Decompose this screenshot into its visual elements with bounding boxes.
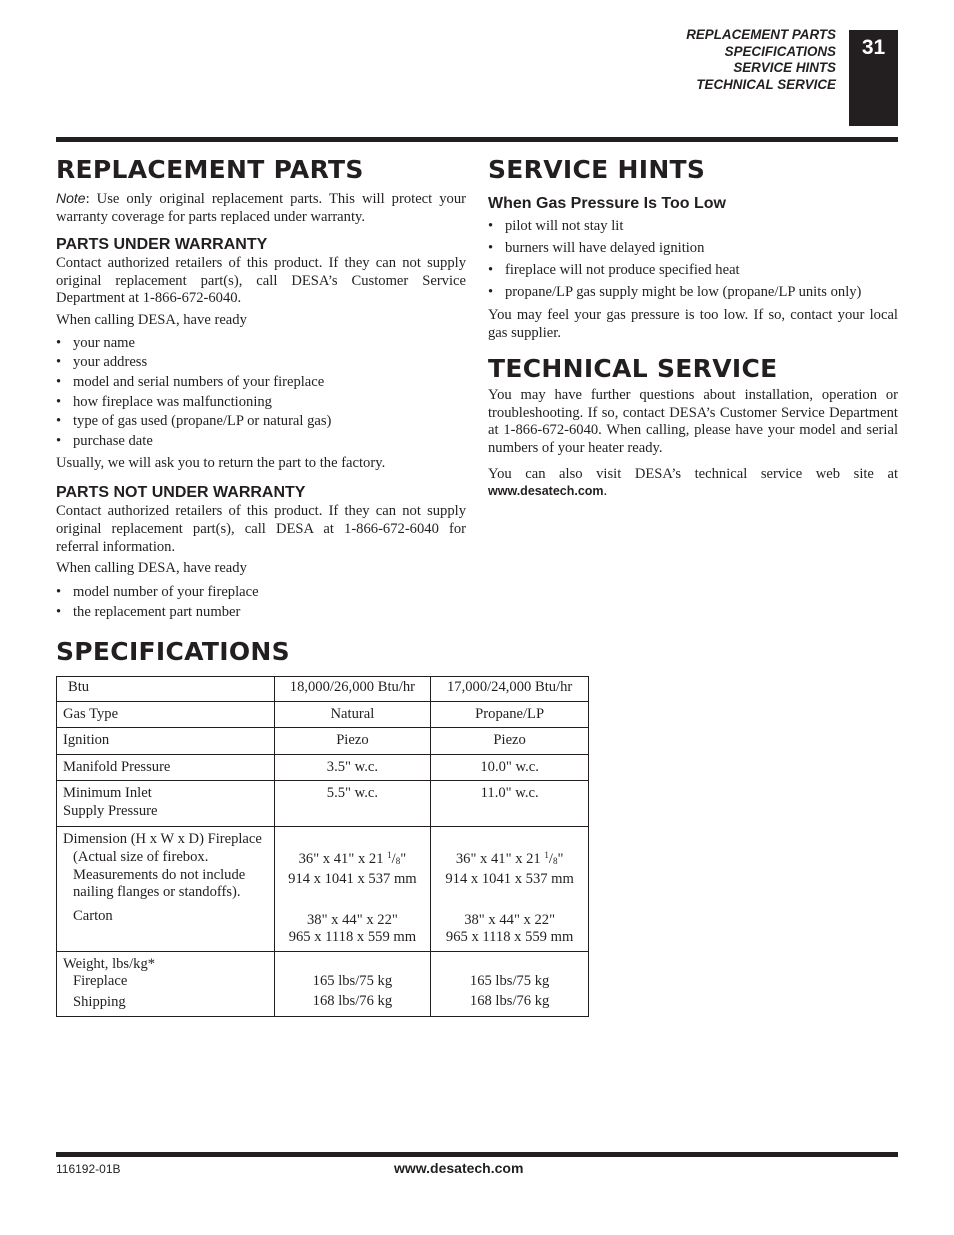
table-cell: 17,000/24,000 Btu/hr	[431, 677, 589, 702]
table-row	[57, 827, 589, 951]
weight-shipping-label: Shipping	[73, 993, 126, 1010]
carton-dimension-inches: 38" x 44" x 22"	[306, 911, 398, 928]
table-row	[57, 754, 589, 781]
carton-dimension-mm: 965 x 1118 x 559 mm	[445, 929, 574, 946]
table-row	[57, 728, 589, 755]
carton-label: Carton	[73, 907, 113, 924]
weight-shipping-value: 168 lbs/76 kg	[469, 993, 550, 1010]
weight-shipping-value: 168 lbs/76 kg	[312, 993, 393, 1010]
table-cell: Ignition	[57, 728, 275, 755]
table-cell: Btu	[57, 677, 275, 702]
have-ready-list	[56, 582, 466, 622]
list-item: • your address	[56, 353, 466, 373]
header-divider	[56, 137, 898, 142]
weight-fireplace-value: 165 lbs/75 kg	[312, 972, 393, 989]
symptom-list	[488, 215, 898, 303]
replacement-parts-title: REPLACEMENT PARTS	[56, 155, 364, 184]
fraction-denominator: 8	[395, 856, 401, 867]
weight-fireplace-value: 165 lbs/75 kg	[469, 972, 550, 989]
website-end: .	[603, 483, 608, 500]
header-section: SPECIFICATIONS	[724, 43, 836, 59]
table-cell	[274, 827, 431, 951]
list-item: • purchase date	[56, 432, 466, 452]
fireplace-dimension-inches: 36" x 41" x 21 $^1/_8$"	[298, 850, 407, 868]
table-cell	[431, 827, 589, 951]
specifications-title: SPECIFICATIONS	[56, 637, 290, 666]
note-text: : Use only original replacement parts. This will protect your warranty coverage for parts replaced under warranty.	[56, 191, 466, 225]
header-section: REPLACEMENT PARTS	[686, 27, 836, 42]
gas-pressure-low-heading: When Gas Pressure Is Too Low	[488, 195, 726, 212]
min-inlet-label: Supply Pressure	[63, 802, 158, 819]
return-part-note: Usually, we will ask you to return the part to the factory.	[56, 454, 386, 471]
website-link[interactable]: www.desatech.com	[488, 484, 604, 499]
table-cell	[431, 951, 589, 1016]
when-calling-intro: When calling DESA, have ready	[56, 560, 247, 577]
when-calling-intro: When calling DESA, have ready	[56, 311, 247, 328]
carton-dimension-inches: 38" x 44" x 22"	[464, 911, 556, 928]
gas-supplier-paragraph: You may feel your gas pressure is too low. If so, contact your local gas supplier.	[488, 307, 898, 341]
list-item: • burners will have delayed ignition	[488, 237, 898, 259]
table-cell	[57, 827, 275, 951]
header-section-list	[686, 27, 836, 93]
table-row	[57, 951, 589, 1016]
specifications-table	[56, 676, 589, 1017]
technical-service-paragraph: You may have further questions about installation, operation or troubleshooting. If so, contact DESA’s Customer Service Department at 1-866-672-6040. When calling, please have your model and serial numbers of your heater ready.	[488, 387, 898, 456]
footer-divider	[56, 1152, 898, 1157]
note-paragraph	[56, 190, 466, 226]
dimension-value: 36" x 41" x 21	[455, 851, 545, 868]
header-section: SERVICE HINTS	[733, 60, 836, 76]
footer-website-link[interactable]: www.desatech.com	[394, 1160, 524, 1176]
table-cell: Piezo	[431, 728, 589, 755]
carton-dimension-mm: 965 x 1118 x 559 mm	[288, 929, 417, 946]
list-item: • model and serial numbers of your fireplace	[56, 373, 466, 393]
table-cell: Propane/LP	[431, 701, 589, 728]
table-row	[57, 677, 589, 702]
list-item: • model number of your fireplace	[56, 582, 466, 602]
table-cell: 18,000/26,000 Btu/hr	[274, 677, 431, 702]
fireplace-dimension-mm: 914 x 1041 x 537 mm	[445, 870, 574, 887]
page-number: 31	[849, 30, 898, 126]
table-cell: 3.5" w.c.	[274, 754, 431, 781]
list-item: • pilot will not stay lit	[488, 215, 898, 237]
fraction-numerator: 1	[387, 850, 392, 861]
website-paragraph	[488, 466, 898, 501]
parts-under-warranty-paragraph: Contact authorized retailers of this product. If they can not supply original replacement part(s), call DESA’s Customer Service Department at 1-866-672-6040.	[56, 255, 466, 307]
list-item: • propane/LP gas supply might be low (propane/LP units only)	[488, 281, 898, 303]
table-cell	[57, 781, 275, 827]
list-item: • your name	[56, 334, 466, 354]
service-hints-title: SERVICE HINTS	[488, 155, 706, 184]
fireplace-dimension-mm: 914 x 1041 x 537 mm	[288, 870, 417, 887]
table-cell	[274, 951, 431, 1016]
weight-fireplace-label: Fireplace	[73, 973, 128, 990]
service-column	[488, 155, 898, 501]
table-cell: 10.0" w.c.	[431, 754, 589, 781]
table-cell: 11.0" w.c.	[431, 781, 589, 827]
website-intro: You can also visit DESA’s technical service web site at	[488, 465, 898, 482]
technical-service-title: TECHNICAL SERVICE	[488, 354, 778, 384]
list-item: • type of gas used (propane/LP or natural gas)	[56, 412, 466, 432]
dimension-note: nailing flanges or standoffs).	[73, 884, 241, 901]
table-row	[57, 701, 589, 728]
table-cell: Manifold Pressure	[57, 754, 275, 781]
list-item: • how fireplace was malfunctioning	[56, 393, 466, 413]
weight-label: Weight, lbs/kg*	[63, 955, 156, 972]
dimension-note: Measurements do not include	[73, 866, 246, 883]
fraction-denominator: 8	[552, 856, 558, 867]
list-item: • the replacement part number	[56, 602, 466, 622]
dimension-label: Dimension (H x W x D) Fireplace	[63, 831, 262, 848]
dimension-value: 36" x 41" x 21	[298, 851, 388, 868]
table-cell	[57, 951, 275, 1016]
table-cell: Natural	[274, 701, 431, 728]
table-row	[57, 781, 589, 827]
replacement-parts-section	[56, 155, 466, 622]
have-ready-list	[56, 334, 466, 452]
fraction-numerator: 1	[544, 850, 549, 861]
table-cell: Gas Type	[57, 701, 275, 728]
parts-under-warranty-heading: PARTS UNDER WARRANTY	[56, 236, 268, 254]
inch-mark: "	[400, 851, 407, 868]
dimension-note: (Actual size of firebox.	[73, 848, 209, 865]
document-code: 116192-01B	[56, 1162, 121, 1176]
table-cell: 5.5" w.c.	[274, 781, 431, 827]
table-cell: Piezo	[274, 728, 431, 755]
min-inlet-label: Minimum Inlet	[63, 785, 152, 802]
note-label: Note	[56, 190, 86, 206]
header-section: TECHNICAL SERVICE	[696, 76, 836, 92]
fireplace-dimension-inches: 36" x 41" x 21 $^1/_8$"	[455, 850, 564, 868]
list-item: • fireplace will not produce specified heat	[488, 259, 898, 281]
inch-mark: "	[557, 851, 564, 868]
parts-not-under-warranty-paragraph: Contact authorized retailers of this product. If they can not supply original replacement part(s), call DESA at 1-866-672-6040 for referral information.	[56, 503, 466, 555]
parts-not-under-warranty-heading: PARTS NOT UNDER WARRANTY	[56, 484, 306, 502]
